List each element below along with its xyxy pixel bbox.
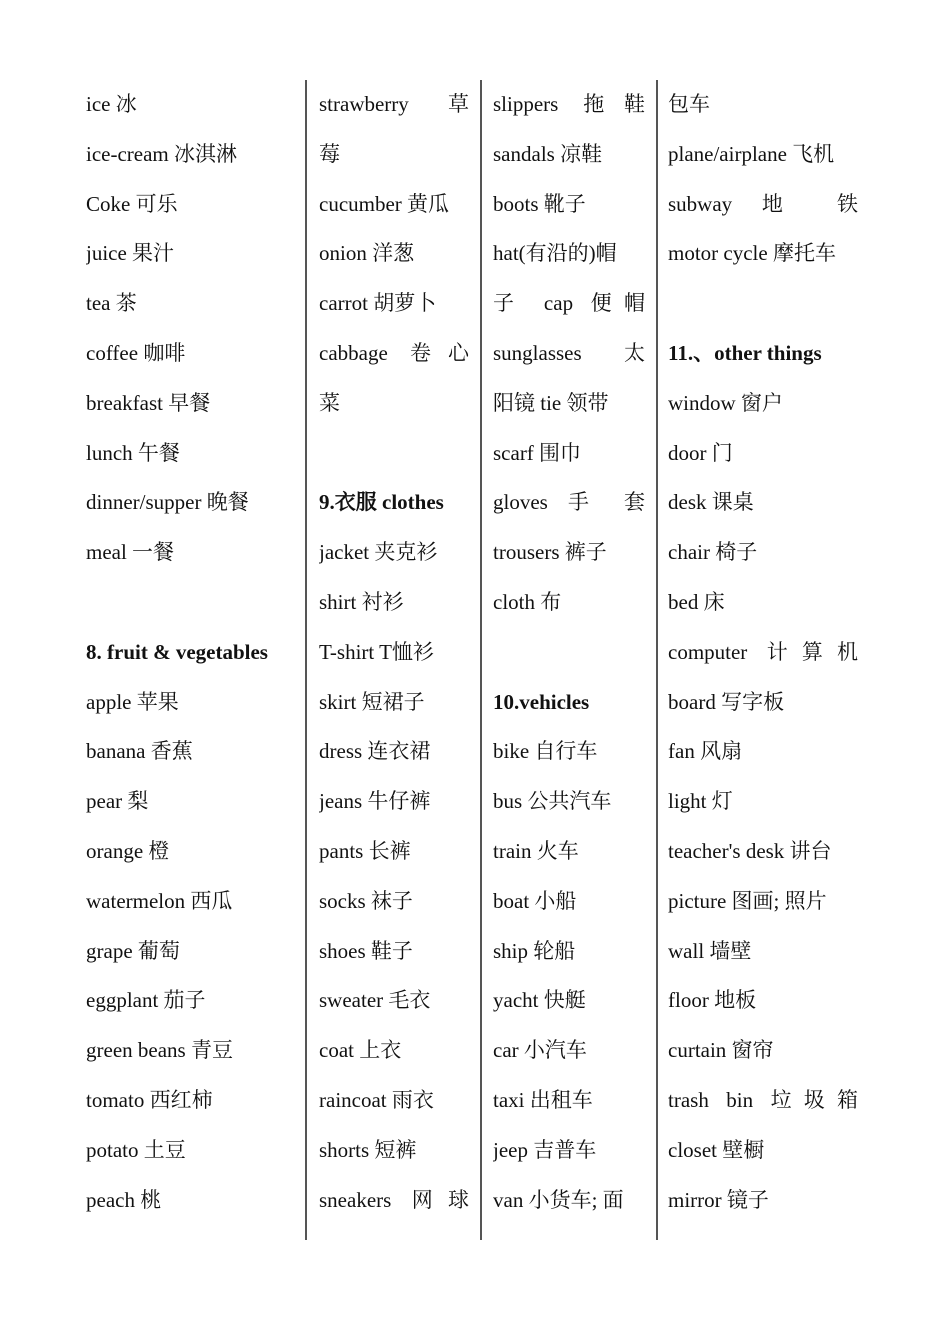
vocab-line: board 写字板 (668, 689, 785, 714)
vocab-line: yacht 快艇 (493, 988, 586, 1013)
vocab-line: strawberry 草 (319, 92, 469, 116)
vocab-line: ship 轮船 (493, 938, 576, 963)
vocab-line: ice 冰 (86, 92, 137, 116)
vocab-line: meal 一餐 (86, 540, 175, 565)
vocab-column-1 (86, 80, 296, 1240)
vocab-line: hat(有沿的)帽 (493, 241, 617, 266)
vocab-line: raincoat 雨衣 (319, 1087, 434, 1112)
vocab-line: 菜 (319, 390, 340, 415)
vocab-line: cucumber 黄瓜 (319, 191, 450, 216)
vocab-line: bus 公共汽车 (493, 789, 612, 814)
vocab-line: pear 梨 (86, 789, 149, 814)
vocab-line: jacket 夹克衫 (319, 540, 438, 565)
vocab-line: plane/airplane 飞机 (668, 141, 835, 166)
section-heading: 8. fruit & vegetables (86, 639, 268, 664)
vocab-line: coat 上衣 (319, 1038, 402, 1063)
vocab-line: light 灯 (668, 789, 733, 814)
vocab-line: shoes 鞋子 (319, 938, 413, 963)
vocab-line: cabbage 卷心 (319, 340, 469, 365)
vocab-line: ice-cream 冰淇淋 (86, 141, 238, 166)
vocab-line: jeep 吉普车 (493, 1137, 597, 1162)
vocab-line: T-shirt T恤衫 (319, 639, 434, 664)
vocab-line: chair 椅子 (668, 540, 758, 565)
vocab-line: van 小货车; 面 (493, 1187, 624, 1212)
section-heading: 9.衣服 clothes (319, 490, 444, 515)
vocab-line: 阳镜 tie 领带 (493, 390, 609, 415)
vocab-line: eggplant 茄子 (86, 988, 206, 1013)
vocab-column-4 (656, 80, 858, 1240)
vocab-line: bike 自行车 (493, 739, 598, 764)
vocab-line: breakfast 早餐 (86, 390, 211, 415)
blank-line (668, 279, 858, 329)
vocab-line: dress 连衣裙 (319, 739, 431, 764)
vocab-line: gloves 手 套 (493, 490, 645, 515)
vocab-line: socks 袜子 (319, 888, 413, 913)
blank-line (319, 429, 469, 479)
vocab-line: closet 壁橱 (668, 1137, 765, 1162)
vocab-line: Coke 可乐 (86, 191, 178, 216)
vocab-line: 莓 (319, 141, 340, 166)
vocab-line: shorts 短裤 (319, 1137, 417, 1162)
vocab-line: boat 小船 (493, 888, 577, 913)
vocab-line: trousers 裤子 (493, 540, 607, 565)
vocab-line: fan 风扇 (668, 739, 743, 764)
vocab-line: scarf 围巾 (493, 440, 582, 465)
vocab-line: bed 床 (668, 589, 725, 614)
vocab-line: car 小汽车 (493, 1038, 587, 1063)
vocab-line: juice 果汁 (86, 241, 175, 266)
vocab-line: door 门 (668, 440, 733, 465)
vocab-line: curtain 窗帘 (668, 1038, 774, 1063)
vocab-line: onion 洋葱 (319, 241, 415, 266)
vocab-line: desk 课桌 (668, 490, 754, 515)
vocab-line: banana 香蕉 (86, 739, 193, 764)
vocab-line: 包车 (668, 92, 710, 116)
vocab-line: train 火车 (493, 838, 579, 863)
vocab-column-3 (480, 80, 645, 1240)
vocab-line: peach 桃 (86, 1187, 162, 1212)
vocab-line: apple 苹果 (86, 689, 179, 714)
vocab-line: pants 长裤 (319, 838, 411, 863)
vocab-line: coffee 咖啡 (86, 340, 186, 365)
section-heading: 10.vehicles (493, 689, 590, 714)
vocab-line: taxi 出租车 (493, 1087, 593, 1112)
vocab-line: watermelon 西瓜 (86, 888, 233, 913)
vocab-line: motor cycle 摩托车 (668, 241, 836, 266)
vocab-line: computer 计算机 (668, 639, 858, 664)
vocab-line: 子 cap 便帽 (493, 291, 645, 316)
vocab-column-2 (305, 80, 469, 1240)
vocab-line: mirror 镜子 (668, 1187, 769, 1212)
blank-line (86, 578, 296, 628)
vocab-line: sweater 毛衣 (319, 988, 431, 1013)
vocab-line: window 窗户 (668, 390, 783, 415)
blank-line (493, 628, 645, 678)
vocab-line: skirt 短裙子 (319, 689, 425, 714)
vocab-line: floor 地板 (668, 988, 757, 1013)
vocab-line: shirt 衬衫 (319, 589, 404, 614)
vocab-line: grape 葡萄 (86, 938, 180, 963)
vocab-line: subway 地 铁 (668, 191, 858, 216)
vocab-line: dinner/supper 晚餐 (86, 490, 249, 515)
vocab-line: cloth 布 (493, 589, 562, 614)
vocab-line: sunglasses 太 (493, 340, 645, 365)
vocab-line: potato 土豆 (86, 1137, 186, 1162)
vocab-line: orange 橙 (86, 838, 170, 863)
vocab-line: lunch 午餐 (86, 440, 180, 465)
vocab-line: wall 墙壁 (668, 938, 752, 963)
vocab-line: slippers 拖鞋 (493, 92, 645, 116)
vocab-line: teacher's desk 讲台 (668, 838, 832, 863)
section-heading: 11.、other things (668, 340, 822, 365)
vocab-line: sandals 凉鞋 (493, 141, 603, 166)
vocab-line: picture 图画; 照片 (668, 888, 827, 913)
vocab-line: tea 茶 (86, 291, 137, 316)
vocab-line: boots 靴子 (493, 191, 586, 216)
vocab-line: trash bin 垃圾箱 (668, 1087, 858, 1112)
vocab-line: green beans 青豆 (86, 1038, 233, 1063)
vocab-line: tomato 西红柿 (86, 1087, 213, 1112)
vocab-line: carrot 胡萝卜 (319, 291, 437, 316)
vocab-line: jeans 牛仔裤 (319, 789, 431, 814)
vocab-line: sneakers 网球 (319, 1187, 469, 1212)
